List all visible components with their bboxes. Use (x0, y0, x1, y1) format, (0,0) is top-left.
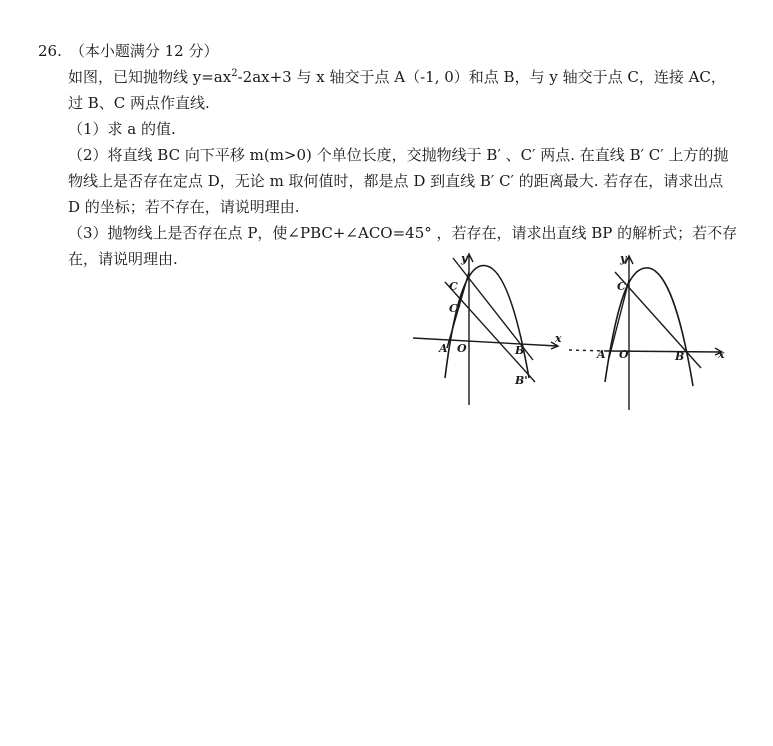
right-label-o: O (619, 348, 629, 361)
question-1: （1）求 a 的值. (68, 120, 176, 138)
left-label-y: y (461, 252, 468, 265)
figure-right (565, 250, 735, 415)
question-2-line3: D 的坐标；若不存在，请说明理由. (68, 198, 300, 216)
question-3-line2: 在，请说明理由. (68, 250, 178, 268)
right-label-c: C (617, 280, 626, 293)
left-label-c: C (449, 280, 458, 293)
left-label-b: B (515, 344, 525, 357)
intro-exponent: 2 (231, 68, 238, 79)
problem-intro-line2: 过 B、C 两点作直线. (68, 94, 210, 112)
right-label-x: x (718, 348, 725, 361)
question-2-line2: 物线上是否存在定点 D，无论 m 取何值时，都是点 D 到直线 B′ C′ 的距离最大. 若存在，请求出点 (68, 172, 724, 190)
problem-number: 26. (38, 42, 62, 60)
left-label-o: O (457, 342, 467, 355)
left-label-x: x (555, 332, 562, 345)
left-label-b-prime: B' (515, 374, 528, 387)
figure-left (405, 250, 570, 410)
problem-header (38, 40, 218, 62)
left-label-c-prime: C' (449, 302, 462, 315)
question-3-line1: （3）抛物线上是否存在点 P，使∠PBC+∠ACO=45° ，若存在，请求出直线 BP 的解析式；若不存 (68, 224, 738, 242)
problem-heading: （本小题满分 12 分） (69, 42, 219, 60)
right-label-b: B (675, 350, 685, 363)
left-x-axis (413, 338, 557, 346)
left-label-a: A (439, 342, 448, 355)
intro-part2: -2ax+3 与 x 轴交于点 A（-1, 0）和点 B，与 y 轴交于点 C，连接 AC， (237, 68, 726, 86)
left-line-bc-prime (445, 282, 535, 382)
right-label-y: y (620, 252, 627, 265)
question-2-line1: （2）将直线 BC 向下平移 m(m>0) 个单位长度，交抛物线于 B′ 、C′ 两点. 在直线 B′ C′ 上方的抛 (68, 146, 729, 164)
intro-part1: 如图，已知抛物线 y=ax (68, 68, 232, 86)
problem-intro (68, 66, 726, 88)
right-label-a: A (597, 348, 606, 361)
